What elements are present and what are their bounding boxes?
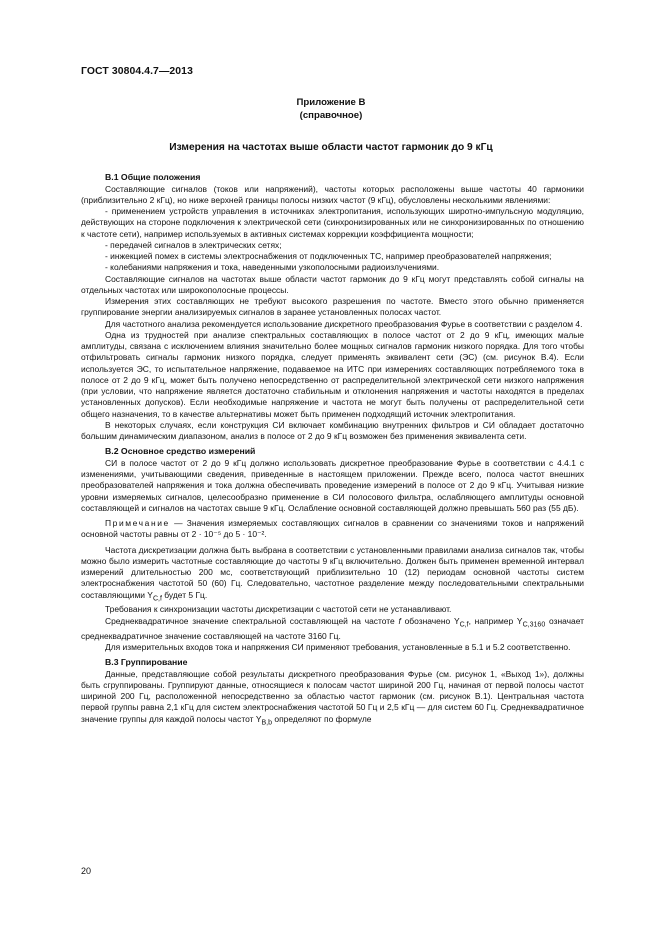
standard-number: ГОСТ 30804.4.7—2013 — [81, 66, 193, 77]
paragraph: Среднеквадратичное значение спектральной составляющей на частоте f обозначено $Y_{C,f}$, например $Y_{C,3160}$ означает среднеквадратичное значение составляющей на частоте 3160 Гц. — [81, 615, 584, 641]
paragraph: Требования к синхронизации частоты дискретизации с частотой сети не устанавливают. — [105, 604, 452, 615]
section-heading-b1: В.1 Общие положения — [105, 172, 201, 182]
paragraph: Для измерительных входов тока и напряжения СИ применяют требования, установленные в 5.1 и 5.2 соответственно. — [105, 641, 571, 652]
section-heading-b2: В.2 Основное средство измерений — [105, 446, 256, 457]
note-label: Примечание — [105, 518, 170, 528]
list-item: - колебаниями напряжения и тока, наведенными узкополосными радиоизлучениями. — [105, 262, 440, 273]
paragraph: СИ в полосе частот от 2 до 9 кГц должно использовать дискретное преобразование Фурье в соответствии с 4.4.1 с изменениями, учитывающими сведения, приведенные в настоящем приложении. Прежде всего, полоса частот внешних преобразователей напряжения и тока должна обеспечивать проведение измерений в полосе от 2 до 9 кГц. Учитывая низкие уровни измеряемых сигналов, целесообразно применение в СИ полосового фильтра, ослабляющего амплитуды основной составляющей и сигналов на частотах свыше 9 кГц. Ослабление основной составляющей должно превышать 560 раз (55 дБ). — [81, 457, 584, 513]
paragraph: Составляющие сигналов (токов или напряжений), частоты которых расположены выше частоты 40 гармоники (приблизительно 2 кГц), но ниже верхней границы полосы низких частот (9 кГц), обусловлены несколькими явлениями: — [81, 183, 584, 205]
note — [81, 518, 584, 541]
list-item: - применением устройств управления в источниках электропитания, использующих широтно-импульсную модуляцию, действующих на стороне подключения к электрической сети (синхронизированных или не синхронизированных по отношению к частоте сети), например используемых в активных системах коррекции коэффициента мощности; — [81, 206, 584, 239]
paragraph: Измерения этих составляющих не требуют высокого разрешения по частоте. Вместо этого обычно применяется группирование энергии анализируемых сигналов в заранее установленных полосах частот. — [81, 296, 584, 318]
paragraph: Составляющие сигналов на частотах выше области частот гармоник до 9 кГц могут представлять собой сигналы на отдельных частотах или широкополосные процессы. — [81, 273, 584, 295]
paragraph: Для частотного анализа рекомендуется использование дискретного преобразования Фурье в соответствии с разделом 4. — [105, 318, 583, 329]
document-body — [81, 172, 584, 729]
page-number: 20 — [81, 866, 92, 876]
paragraph: Одна из трудностей при анализе спектральных составляющих в полосе частот от 2 до 9 кГц, имеющих малые амплитуды, связана с исключением влияния значительно более мощных сигналов гармоник низкого порядка. Для того чтобы отфильтровать сигналы гармоник низкого порядка, следует применять эквивалент сети (ЭС) (см. рисунок В.4). Если используется ЭС, то испытательное напряжение, подаваемое на ИТС при измерениях составляющих потребляемого тока в полосе от 2 до 9 кГц, может быть получено непосредственно от распределительной электрической сети низкого напряжения (при условии, что напряжение является достаточно стабильным и отклонения напряжения и частоты находятся в пределах установленных допусков). Если необходимые напряжение и частота не могут быть получены от распределительной сети общего назначения, то в качестве альтернативы может быть применен подходящий источник электропитания. — [81, 329, 584, 419]
paragraph: В некоторых случаях, если конструкция СИ включает комбинацию внутренних фильтров и СИ обладает достаточно большим динамическим диапазоном, анализ в полосе от 2 до 9 кГц возможен без применения эквивалента сети. — [81, 419, 584, 441]
paragraph: Частота дискретизации должна быть выбрана в соответствии с установленными правилами анализа сигналов так, чтобы можно было измерить частотные составляющие до частоты 9 кГц включительно. Должен быть применен временной интервал измерений длительностью 200 мс, соответствующий приблизительно 10 (12) периодам основной частоты систем электроснабжения частотой 50 (60) Гц. Следовательно, частотное разделение между последовательными спектральными составляющими $Y_{C,f}$ будет 5 Гц. — [81, 544, 584, 603]
annex-title: Измерения на частотах выше области частот гармоник до 9 кГц — [169, 142, 493, 153]
section-heading-b3: В.3 Группирование — [105, 657, 188, 668]
note-text: — Значения измеряемых составляющих сигналов в сравнении со значениями токов и напряжений основной частоты равны от 2 · 10⁻⁵ до 5 · 10⁻². — [81, 518, 584, 540]
paragraph: Данные, представляющие собой результаты дискретного преобразования Фурье (см. рисунок 1, «Выход 1»), должны быть сгруппированы. Группируют данные, относящиеся к полосам частот шириной 200 Гц, начиная от первой полосы частот шириной 200 Гц, расположенной непосредственно за областью частот гармоник (см. рисунок В.1). Центральная частота первой группы равна 2,1 кГц для систем электроснабжения частотой 50 Гц и 2,5 кГц — для систем 60 Гц. Среднеквадратичное значение группы для каждой полосы частот $Y_{B,b}$ определяют по формуле — [81, 668, 584, 727]
list-item: - передачей сигналов в электрических сетях; — [105, 239, 282, 250]
list-item: - инжекцией помех в системы электроснабжения от подключенных ТС, например преобразователей напряжения; — [105, 251, 552, 261]
annex-kind: (справочное) — [299, 110, 363, 121]
annex-label: Приложение В — [296, 97, 366, 108]
annex-heading — [81, 96, 581, 122]
